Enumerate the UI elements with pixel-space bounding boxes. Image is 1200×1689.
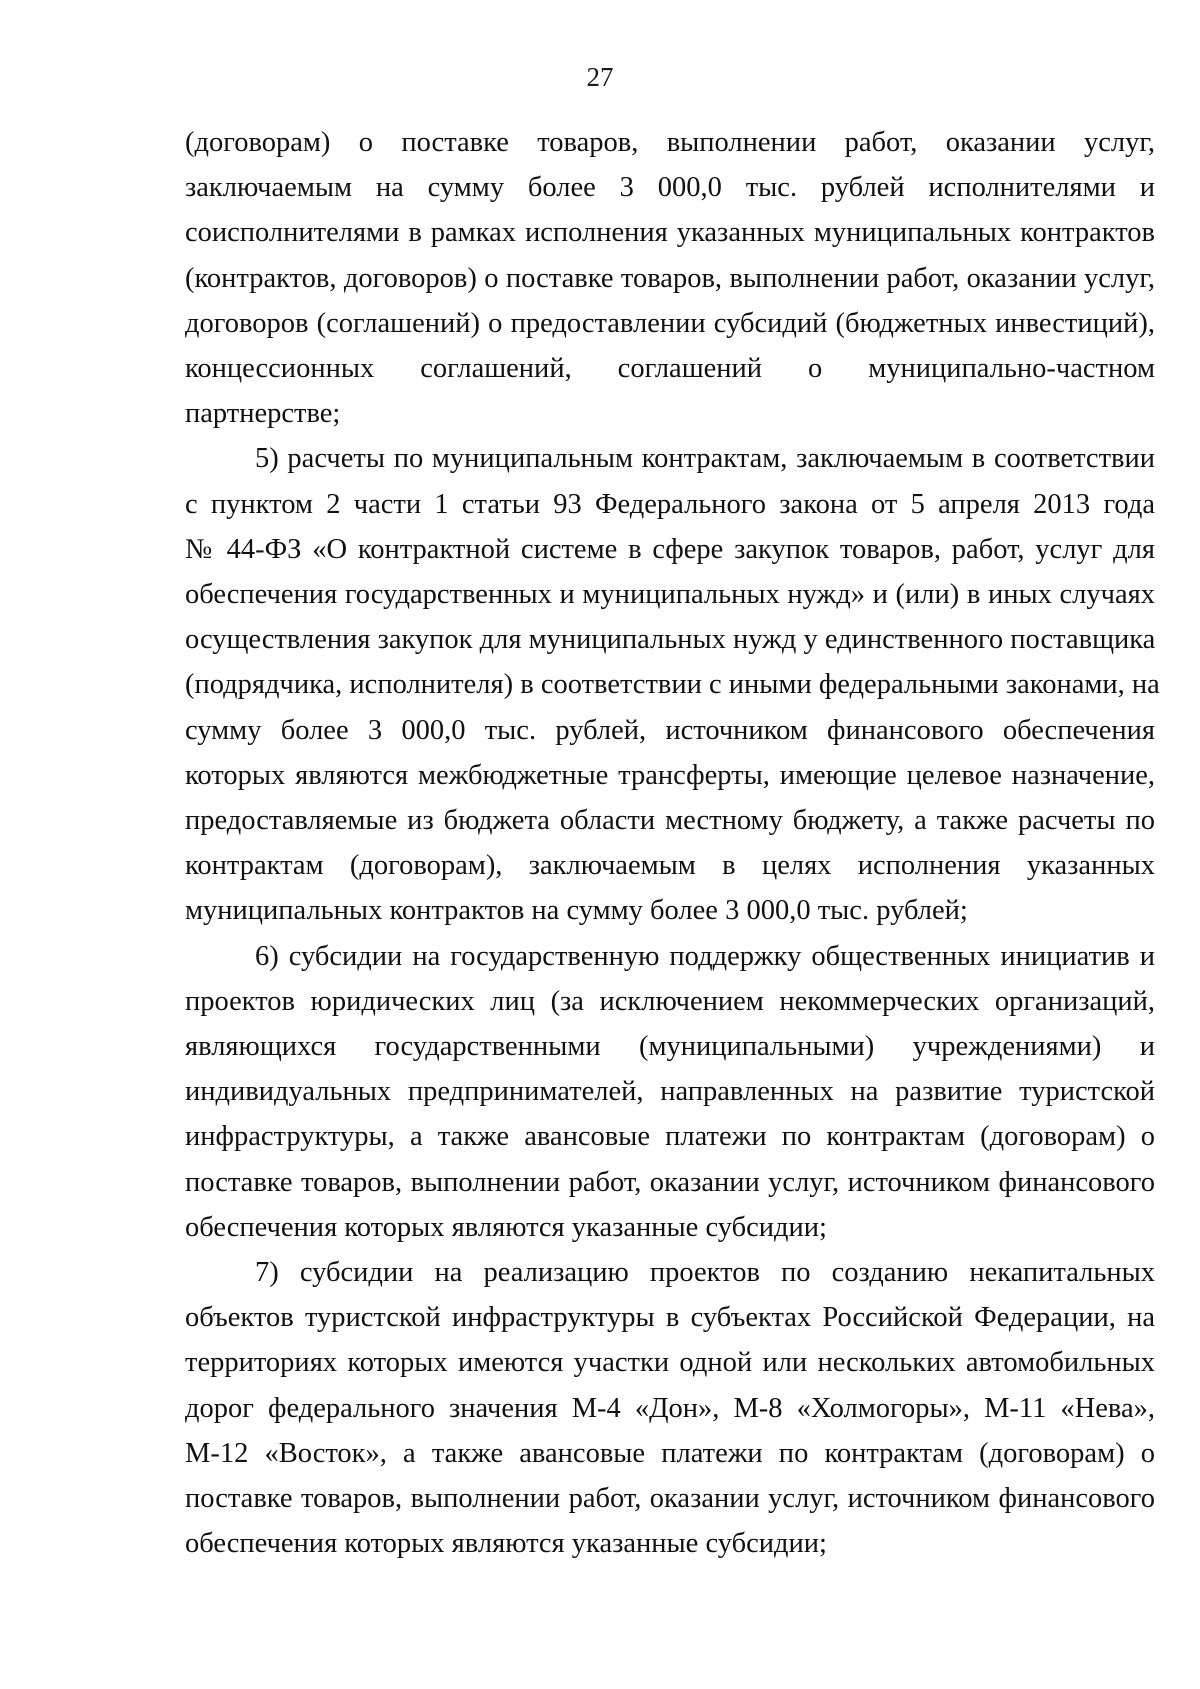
text-line: с пунктом 2 части 1 статьи 93 Федерального закона от 5 апреля 2013 года: [185, 488, 1155, 520]
text-line: поставке товаров, выполнении работ, оказании услуг, источником финансового: [185, 1483, 1155, 1515]
text-line: являющихся государственными (муниципальными) учреждениями) и: [185, 1031, 1155, 1063]
text-line: сумму более 3 000,0 тыс. рублей, источником финансового обеспечения: [185, 714, 1155, 746]
text-line: обеспечения которых являются указанные субсидии;: [185, 1211, 827, 1243]
text-line: дорог федерального значения М-4 «Дон», М-8 «Холмогоры», М-11 «Нева»,: [185, 1392, 1155, 1424]
text-line: 7) субсидии на реализацию проектов по созданию некапитальных: [255, 1257, 1155, 1289]
document-body: [185, 120, 1160, 1567]
text-line: обеспечения которых являются указанные субсидии;: [185, 1528, 827, 1560]
text-line: 5) расчеты по муниципальным контрактам, заключаемым в соответствии: [255, 443, 1155, 475]
text-line: муниципальных контрактов на сумму более 3 000,0 тыс. рублей;: [185, 895, 968, 927]
text-line: поставке товаров, выполнении работ, оказании услуг, источником финансового: [185, 1166, 1155, 1198]
text-line: 6) субсидии на государственную поддержку общественных инициатив и: [255, 940, 1155, 972]
text-line: осуществления закупок для муниципальных нужд у единственного поставщика: [185, 624, 1156, 656]
text-line: обеспечения государственных и муниципальных нужд» и (или) в иных случаях: [185, 579, 1155, 611]
text-line: контрактам (договорам), заключаемым в целях исполнения указанных: [185, 850, 1155, 882]
paragraph-continuation: [185, 120, 1155, 436]
paragraph-item-7: [185, 1250, 1155, 1566]
text-line: (подрядчика, исполнителя) в соответствии с иными федеральными законами, на: [185, 669, 1160, 701]
text-line: М-12 «Восток», а также авансовые платежи по контрактам (договорам) о: [185, 1437, 1155, 1469]
text-line: которых являются межбюджетные трансферты, имеющие целевое назначение,: [185, 759, 1155, 791]
page-number: 27: [586, 62, 614, 92]
text-line: объектов туристской инфраструктуры в субъектах Российской Федерации, на: [185, 1302, 1155, 1334]
text-line: проектов юридических лиц (за исключением некоммерческих организаций,: [185, 985, 1155, 1017]
text-line: договоров (соглашений) о предоставлении субсидий (бюджетных инвестиций),: [185, 307, 1155, 339]
text-line: (договорам) о поставке товаров, выполнении работ, оказании услуг,: [185, 127, 1155, 158]
paragraph-item-5: [185, 436, 1160, 933]
paragraph-item-6: [185, 934, 1155, 1250]
text-line: предоставляемые из бюджета области местному бюджету, а также расчеты по: [185, 805, 1155, 837]
text-line: территориях которых имеются участки одной или нескольких автомобильных: [185, 1347, 1155, 1379]
text-line: концессионных соглашений, соглашений о муниципально-частном: [185, 353, 1155, 385]
text-line: индивидуальных предпринимателей, направленных на развитие туристской: [185, 1076, 1155, 1108]
text-line: заключаемым на сумму более 3 000,0 тыс. рублей исполнителями и: [185, 172, 1155, 204]
text-line: № 44-ФЗ «О контрактной системе в сфере закупок товаров, работ, услуг для: [185, 533, 1155, 565]
text-line: партнерстве;: [185, 398, 341, 430]
text-line: соисполнителями в рамках исполнения указанных муниципальных контрактов: [185, 217, 1155, 249]
text-line: (контрактов, договоров) о поставке товаров, выполнении работ, оказании услуг,: [185, 262, 1155, 294]
text-line: инфраструктуры, а также авансовые платежи по контрактам (договорам) о: [185, 1121, 1155, 1153]
